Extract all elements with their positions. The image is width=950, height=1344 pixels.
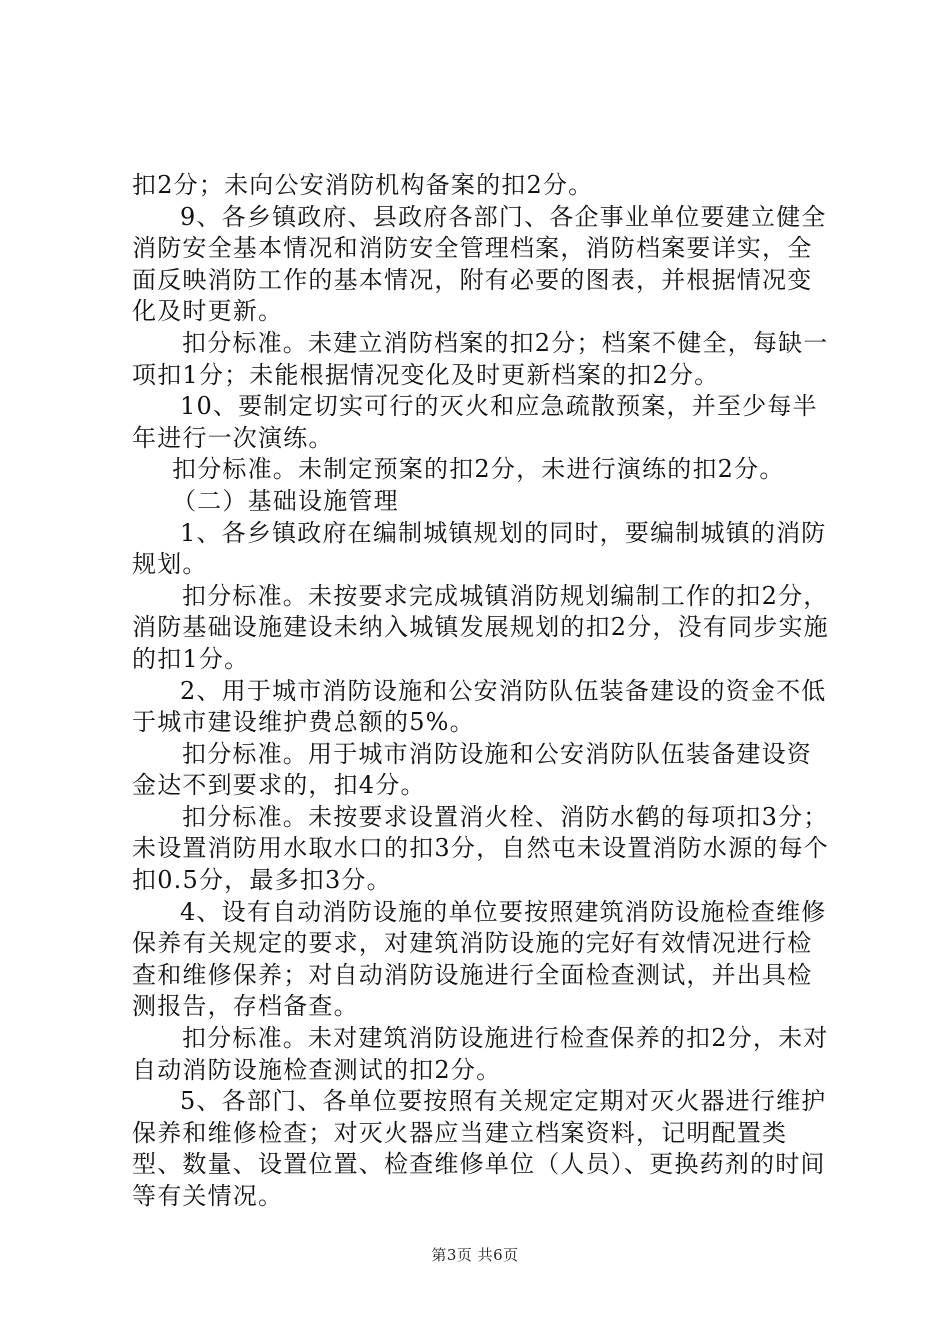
paragraph-item-4-facilities: 4、设有自动消防设施的单位要按照建筑消防设施检查维修保养有关规定的要求，对建筑消防设施的完好有效情况进行检查和维修保养；对自动消防设施进行全面检查测试，并出具检测报告，存档备查。 xyxy=(132,897,827,1021)
paragraph-item-10-plans: 10、要制定切实可行的灭火和应急疏散预案，并至少每半年进行一次演练。 xyxy=(132,392,818,452)
paragraph-deduction-archives: 扣分标准。未建立消防档案的扣2分；档案不健全，每缺一项扣1分；未能根据情况变化及时更新档案的扣2分。 xyxy=(132,328,829,389)
section-heading-infrastructure: （二）基础设施管理 xyxy=(172,486,399,515)
paragraph-item-2-funding: 2、用于城市消防设施和公安消防队伍装备建设的资金不低于城市建设维护费总额的5%。 xyxy=(132,676,827,737)
paragraph-deduction-plans: 扣分标准。未制定预案的扣2分，未进行演练的扣2分。 xyxy=(172,455,785,484)
page-number-footer: 第3页 共6页 xyxy=(431,1246,519,1264)
paragraph-item-9-archives: 9、各乡镇政府、县政府各部门、各企事业单位要建立健全消防安全基本情况和消防安全管理档案，消防档案要详实，全面反映消防工作的基本情况，附有必要的图表，并根据情况变化及时更新。 xyxy=(132,202,827,326)
paragraph-deduction-funding: 扣分标准。用于城市消防设施和公安消防队伍装备建设资金达不到要求的，扣4分。 xyxy=(132,739,812,800)
paragraph-deduction-planning: 扣分标准。未按要求完成城镇消防规划编制工作的扣2分，消防基础设施建设未纳入城镇发展规划的扣2分，没有同步实施的扣1分。 xyxy=(132,581,829,673)
paragraph-deduction-facilities: 扣分标准。未对建筑消防设施进行检查保养的扣2分，未对自动消防设施检查测试的扣2分。 xyxy=(132,1024,829,1084)
paragraph-item-1-planning: 1、各乡镇政府在编制城镇规划的同时，要编制城镇的消防规划。 xyxy=(132,518,827,579)
paragraph-deduction-hydrants: 扣分标准。未按要求设置消火栓、消防水鹤的每项扣3分；未设置消防用水取水口的扣3分，自然屯未设置消防水源的每个扣0.5分，最多扣3分。 xyxy=(132,802,829,895)
paragraph-item-5-extinguishers: 5、各部门、各单位要按照有关规定定期对灭火器进行维护保养和维修检查；对灭火器应当建立档案资料，记明配置类型、数量、设置位置、检查维修单位（人员）、更换药剂的时间等有关情况。 xyxy=(132,1087,827,1210)
paragraph-deduction-filing: 扣2分；未向公安消防机构备案的扣2分。 xyxy=(132,171,594,199)
document-body xyxy=(132,170,832,1213)
